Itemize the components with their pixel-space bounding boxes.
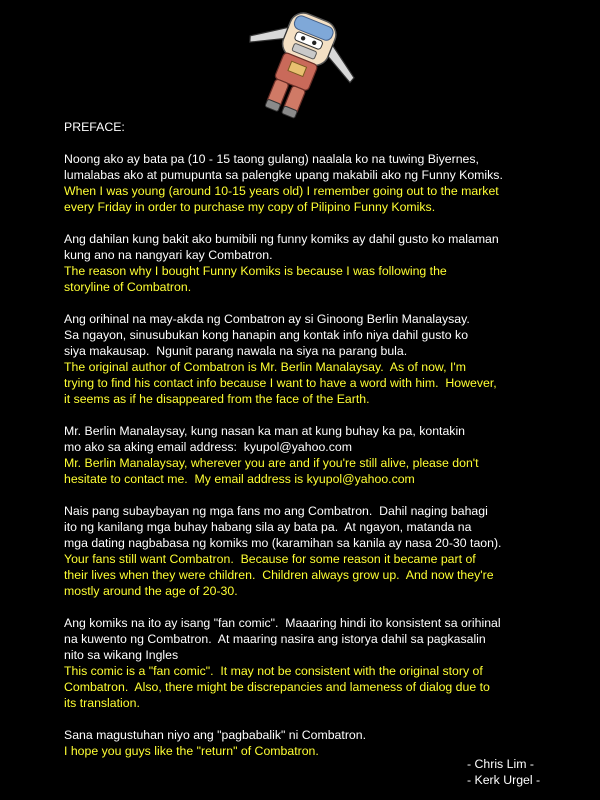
filipino-line: mga dating nagbabasa ng komiks mo (karamihan sa kanila ay nasa 20-30 taon). bbox=[64, 536, 502, 550]
filipino-line: mo ako sa aking email address: kyupol@yahoo.com bbox=[64, 440, 352, 454]
filipino-line: Ang komiks na ito ay isang "fan comic". Maaaring hindi ito konsistent sa orihinal bbox=[64, 616, 501, 630]
filipino-line: Nais pang subaybayan ng mga fans mo ang Combatron. Dahil naging bahagi bbox=[64, 504, 488, 518]
english-line: The reason why I bought Funny Komiks is because I was following the bbox=[64, 264, 447, 278]
paragraph-reason bbox=[64, 231, 564, 295]
filipino-line: Sana magustuhan niyo ang "pagbabalik" ni Combatron. bbox=[64, 728, 367, 742]
signature-chris-lim: - Chris Lim - bbox=[467, 757, 534, 771]
filipino-line: Ang orihinal na may-akda ng Combatron ay si Ginoong Berlin Manalaysay. bbox=[64, 312, 470, 326]
english-line: The original author of Combatron is Mr. Berlin Manalaysay. As of now, I'm bbox=[64, 360, 466, 374]
english-line: storyline of Combatron. bbox=[64, 280, 192, 294]
filipino-line: Mr. Berlin Manalaysay, kung nasan ka man at kung buhay ka pa, kontakin bbox=[64, 424, 466, 438]
english-line: hesitate to contact me. My email address is kyupol@yahoo.com bbox=[64, 472, 415, 486]
filipino-line: Sa ngayon, sinusubukan kong hanapin ang kontak info niya dahil gusto ko bbox=[64, 328, 469, 342]
paragraph-fans bbox=[64, 503, 564, 599]
english-line: their lives when they were children. Children always grow up. And now they're bbox=[64, 568, 494, 582]
filipino-line: kung ano na nangyari kay Combatron. bbox=[64, 248, 273, 262]
english-line: Mr. Berlin Manalaysay, wherever you are and if you're still alive, please don't bbox=[64, 456, 479, 470]
preface-body bbox=[64, 119, 564, 775]
english-line: Your fans still want Combatron. Because for some reason it became part of bbox=[64, 552, 476, 566]
filipino-line: ito ng kanilang mga buhay habang sila ay bata pa. At ngayon, matanda na bbox=[64, 520, 472, 534]
paragraph-author bbox=[64, 311, 564, 407]
signature-block bbox=[467, 756, 587, 788]
english-line: every Friday in order to purchase my copy of Pilipino Funny Komiks. bbox=[64, 200, 436, 214]
english-line: When I was young (around 10-15 years old) I remember going out to the market bbox=[64, 184, 499, 198]
english-line: trying to find his contact info because I want to have a word with him. However, bbox=[64, 376, 497, 390]
paragraph-market bbox=[64, 151, 564, 215]
preface-heading: PREFACE: bbox=[64, 120, 125, 134]
signature-kerk-urgel: - Kerk Urgel - bbox=[467, 773, 541, 787]
filipino-line: nito sa wikang Ingles bbox=[64, 648, 179, 662]
filipino-line: Noong ako ay bata pa (10 - 15 taong gulang) naalala ko na tuwing Biyernes, bbox=[64, 152, 479, 166]
filipino-line: na kuwento ng Combatron. At maaring nasira ang istorya dahil sa pagkasalin bbox=[64, 632, 486, 646]
paragraph-contact bbox=[64, 423, 564, 487]
english-line: its translation. bbox=[64, 696, 140, 710]
filipino-line: Ang dahilan kung bakit ako bumibili ng funny komiks ay dahil gusto ko malaman bbox=[64, 232, 499, 246]
english-line: mostly around the age of 20-30. bbox=[64, 584, 238, 598]
filipino-line: siya makausap. Ngunit parang nawala na siya na parang bula. bbox=[64, 344, 408, 358]
paragraph-fan-comic bbox=[64, 615, 564, 711]
english-line: it seems as if he disappeared from the face of the Earth. bbox=[64, 392, 370, 406]
english-line: I hope you guys like the "return" of Combatron. bbox=[64, 744, 319, 758]
paragraph-return bbox=[64, 727, 564, 759]
english-line: Combatron. Also, there might be discrepancies and lameness of dialog due to bbox=[64, 680, 490, 694]
combatron-robot-illustration bbox=[238, 12, 358, 122]
filipino-line: lumalabas ako at pumupunta sa palengke upang makabili ako ng Funny Komiks. bbox=[64, 168, 503, 182]
english-line: This comic is a "fan comic". It may not be consistent with the original story of bbox=[64, 664, 483, 678]
